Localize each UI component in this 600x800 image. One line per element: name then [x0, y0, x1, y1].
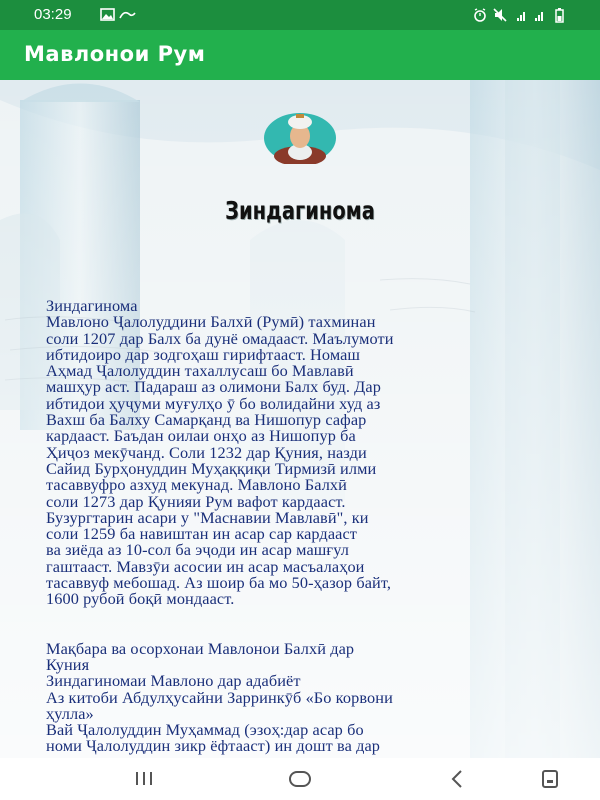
recent-apps-icon[interactable]: [124, 766, 164, 792]
article-line: соли 1207 дар Балх ба дунё омадааст. Маълумоти: [46, 328, 394, 348]
article-line: Зиндагиномаи Мавлоно дар адабиёт: [46, 671, 301, 691]
article-line: тасаввуф мебошад. Аз шоир ба мо 50-ҳазор байт,: [46, 573, 392, 593]
article-line: машҳур аст. Падараш аз олимони Балх буд. Дар: [46, 377, 381, 397]
article-line: соли 1273 дар Қунияи Рум вафот кардааст.: [46, 491, 346, 511]
article-line: Куния: [46, 654, 90, 674]
article-line: ибтидои ҳуҷуми муғулҳо ӯ бо волидайни худ аз: [46, 393, 381, 413]
article-line: гаштааст. Мавзӯи асосии ин асар масъалаҳои: [46, 556, 365, 576]
back-icon[interactable]: [437, 766, 477, 792]
article-line: Вай Ҷалолуддин Муҳаммад (эзоҳ:дар асар бо: [46, 720, 364, 740]
article-line: соли 1259 ба навиштан ин асар сар кардааст: [46, 524, 358, 544]
article-line: ва зиёда аз 10-сол ба эҷоди ин асар машғул: [46, 540, 349, 560]
page-heading: Зиндагинома: [225, 196, 375, 225]
content-scroll-area[interactable]: [0, 80, 600, 758]
article-line: Зиндагинома: [46, 296, 138, 315]
status-left-icons: [100, 7, 140, 23]
image-icon: [101, 9, 114, 20]
status-bar: [0, 0, 600, 30]
article-line: Мавлоно Ҷалолуддини Балхӣ (Румӣ) тахминан: [46, 312, 376, 332]
article-line: номи Ҷалолуддин зикр ёфтааст) ин дошт ва дар: [46, 736, 381, 756]
article-body: [46, 298, 566, 755]
paragraph-spacer: [46, 608, 566, 641]
article-line: Бузургтарин асари у "Маснавии Мавлавӣ", ки: [46, 507, 369, 527]
article-line: Аз китоби Абдулҳусайни Зарринкӯб «Бо корвони: [46, 687, 393, 707]
article-line: кардааст. Баъдан оилаи онҳо аз Нишопур ба: [46, 426, 356, 446]
status-time: 03:29: [34, 6, 72, 23]
article-line: Сайид Бурҳонуддин Муҳаққиқи Тирмизӣ илми: [46, 458, 377, 478]
home-icon[interactable]: [280, 766, 320, 792]
app-title: Мавлонои Рум: [24, 42, 206, 66]
article-line: 1600 рубоӣ боқӣ мондааст.: [46, 589, 235, 609]
status-right-icons: [472, 7, 572, 23]
mute-icon: [494, 9, 506, 21]
alarm-icon: [475, 9, 485, 21]
article-line: тасаввуфро азхуд мекунад. Мавлоно Балхӣ: [46, 475, 347, 495]
article-line: Мақбара ва осорхонаи Мавлонои Балхӣ дар: [46, 638, 355, 658]
signal-icon: [535, 12, 543, 21]
article-line: ҳулла»: [46, 703, 94, 723]
screenshot-icon[interactable]: [530, 766, 570, 792]
article-line: Вахш ба Балху Самарқанд ва Нишопур сафар: [46, 410, 367, 430]
signal-icon: [517, 12, 525, 21]
app-bar: [0, 30, 600, 80]
rumi-portrait-image: [263, 112, 337, 164]
battery-icon: [556, 8, 563, 22]
article-line: Аҳмад Ҷалолуддин тахаллусаш бо Мавлавӣ: [46, 361, 354, 381]
link-icon: [120, 13, 135, 18]
article-line: ибтидоиро дар зодгоҳаш гирифтааст. Номаш: [46, 344, 361, 364]
article-line: Ҳиҷоз мекӯчанд. Соли 1232 дар Қуния, назди: [46, 442, 367, 462]
navigation-bar: [0, 758, 600, 800]
